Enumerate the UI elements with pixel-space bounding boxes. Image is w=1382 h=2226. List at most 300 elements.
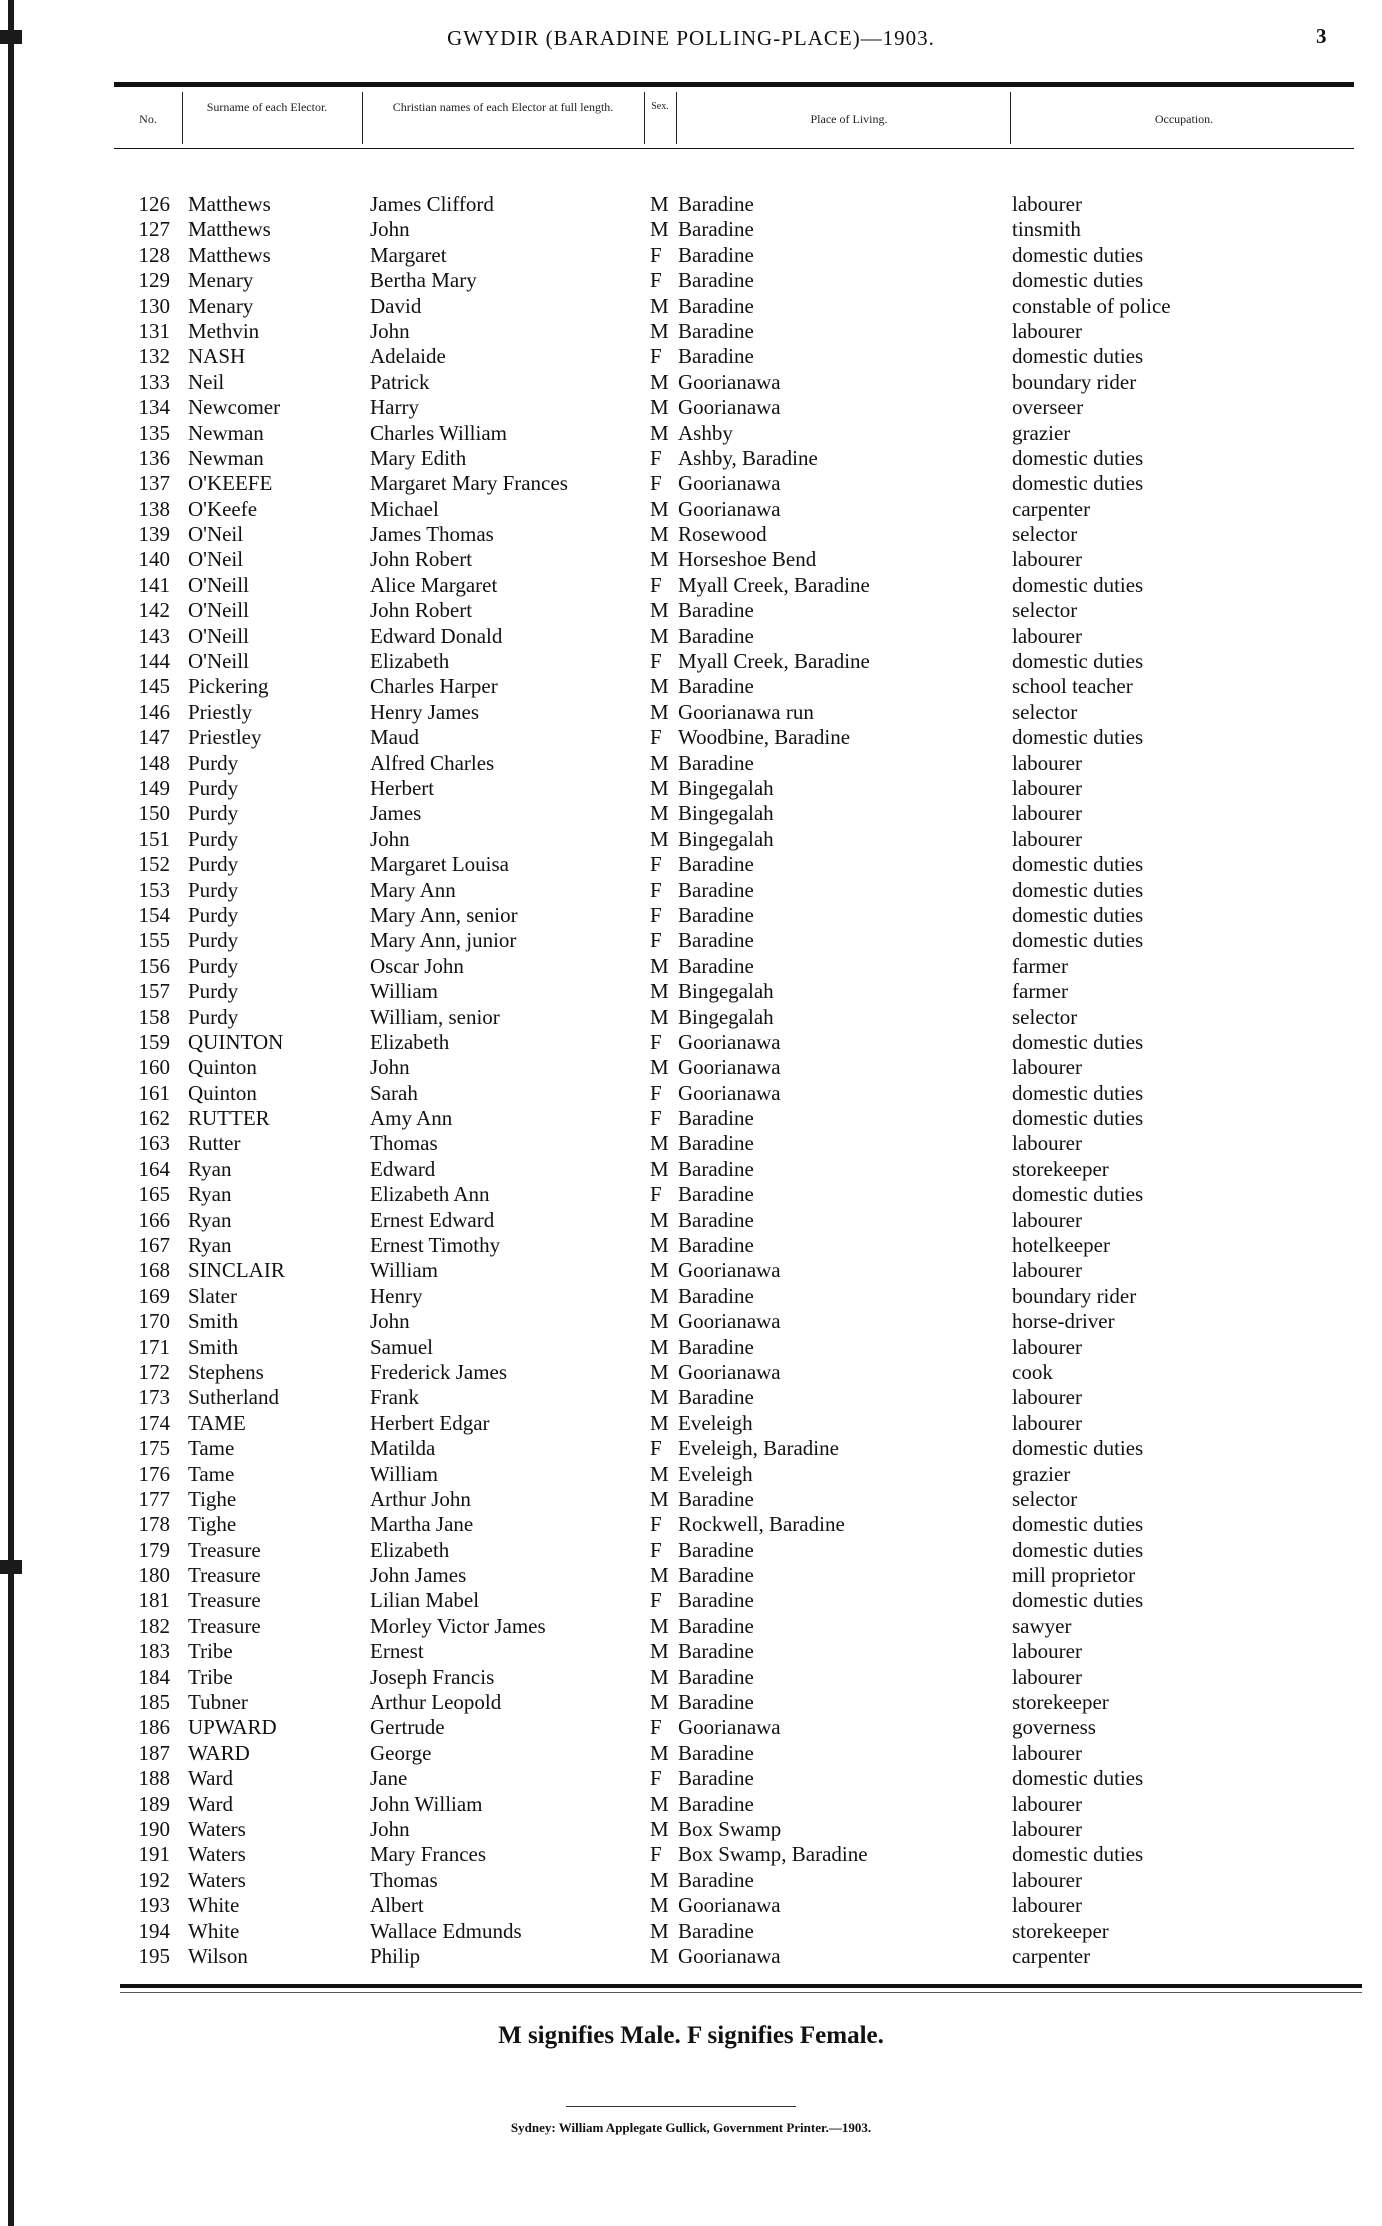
elector-place-of-living: Baradine [678,1106,754,1131]
elector-number: 191 [138,1842,170,1867]
elector-surname: Purdy [188,979,239,1004]
elector-place-of-living: Baradine [678,1283,754,1308]
elector-surname: Purdy [188,852,239,877]
elector-row [0,1106,1382,1131]
elector-place-of-living: Goorianawa [678,471,781,496]
elector-surname: Priestly [188,699,253,724]
elector-place-of-living: Myall Creek, Baradine [678,649,870,674]
elector-sex: M [650,1258,669,1283]
elector-row [0,1284,1382,1309]
elector-occupation: selector [1012,1486,1078,1511]
elector-place-of-living: Rosewood [678,522,767,547]
elector-row [0,573,1382,598]
column-header-sex: Sex. [651,101,669,112]
elector-number: 155 [138,928,170,953]
elector-sex: F [650,1512,662,1537]
elector-occupation: domestic duties [1012,268,1144,293]
sex-legend: M signifies Male. F signifies Female. [498,2022,884,2049]
elector-occupation: domestic duties [1012,1436,1144,1461]
elector-sex: F [650,649,662,674]
elector-surname: Matthews [188,192,271,216]
elector-place-of-living: Bingegalah [678,1004,774,1029]
elector-number: 171 [138,1334,170,1359]
elector-sex: M [650,496,669,521]
elector-occupation: domestic duties [1012,1029,1144,1054]
elector-place-of-living: Baradine [678,953,754,978]
elector-number: 170 [138,1309,170,1334]
elector-occupation: horse-driver [1012,1309,1115,1334]
elector-place-of-living: Baradine [678,1613,754,1638]
elector-occupation: labourer [1012,801,1082,826]
elector-christian-names: Oscar John [370,953,464,978]
elector-number: 187 [138,1740,170,1765]
elector-surname: NASH [188,344,246,369]
elector-surname: Menary [188,293,254,318]
elector-christian-names: Ernest [370,1639,424,1664]
column-header-rule [114,148,1354,149]
elector-sex: M [650,598,669,623]
elector-sex: F [650,852,662,877]
elector-sex: M [650,1461,669,1486]
elector-number: 153 [138,877,170,902]
elector-occupation: domestic duties [1012,852,1144,877]
elector-number: 179 [138,1537,170,1562]
elector-occupation: labourer [1012,1867,1082,1892]
elector-place-of-living: Baradine [678,1639,754,1664]
printer-imprint: Sydney: William Applegate Gullick, Government Printer.—1903. [510,2120,872,2135]
elector-christian-names: James Thomas [370,522,494,547]
elector-number: 156 [138,953,170,978]
elector-number: 150 [138,801,170,826]
elector-number: 138 [138,496,170,521]
elector-sex: F [650,1588,662,1613]
elector-number: 162 [138,1106,170,1131]
elector-christian-names: Wallace Edmunds [370,1918,522,1943]
elector-place-of-living: Baradine [678,192,754,216]
elector-place-of-living: Woodbine, Baradine [678,725,851,750]
elector-number: 157 [138,979,170,1004]
elector-christian-names: Joseph Francis [370,1664,495,1689]
elector-row [0,1030,1382,1055]
elector-row [0,903,1382,928]
elector-place-of-living: Baradine [678,1867,754,1892]
elector-christian-names: Charles William [370,420,507,445]
elector-number: 135 [138,420,170,445]
elector-number: 143 [138,623,170,648]
elector-occupation: labourer [1012,1740,1082,1765]
elector-sex: M [650,775,669,800]
elector-number: 144 [138,649,170,674]
elector-number: 167 [138,1233,170,1258]
elector-row [0,1208,1382,1233]
elector-sex: F [650,1436,662,1461]
elector-sex: M [650,1690,669,1715]
footer-rule-thin [120,1992,1362,1993]
elector-surname: SINCLAIR [188,1258,285,1283]
elector-place-of-living: Baradine [678,1791,754,1816]
elector-occupation: grazier [1012,420,1071,445]
elector-row [0,1385,1382,1410]
elector-christian-names: Mary Edith [370,445,467,470]
elector-place-of-living: Eveleigh [678,1410,753,1435]
elector-row [0,1766,1382,1791]
elector-place-of-living: Baradine [678,1486,754,1511]
elector-christian-names: Lilian Mabel [370,1588,480,1613]
elector-number: 131 [138,318,170,343]
elector-surname: O'Neill [188,649,249,674]
elector-number: 129 [138,268,170,293]
elector-occupation: selector [1012,699,1078,724]
elector-occupation: domestic duties [1012,1588,1144,1613]
elector-sex: M [650,192,669,216]
elector-sex: M [650,1893,669,1918]
elector-row [0,1944,1382,1969]
elector-occupation: school teacher [1012,674,1133,699]
elector-surname: Tribe [188,1664,233,1689]
elector-surname: Purdy [188,1004,239,1029]
elector-occupation: domestic duties [1012,1537,1144,1562]
elector-surname: Ryan [188,1233,232,1258]
elector-occupation: labourer [1012,192,1082,216]
elector-number: 194 [138,1918,170,1943]
elector-sex: M [650,1233,669,1258]
elector-number: 127 [138,217,170,242]
elector-row [0,1081,1382,1106]
elector-surname: Pickering [188,674,269,699]
elector-place-of-living: Baradine [678,268,754,293]
elector-sex: M [650,217,669,242]
elector-surname: O'Keefe [188,496,258,521]
elector-sex: F [650,902,662,927]
elector-christian-names: John [370,318,410,343]
elector-sex: F [650,471,662,496]
elector-christian-names: Margaret Louisa [370,852,509,877]
elector-surname: QUINTON [188,1029,284,1054]
elector-surname: TAME [188,1410,246,1435]
elector-christian-names: William [370,1461,438,1486]
elector-christian-names: Ernest Edward [370,1207,495,1232]
elector-surname: O'Neil [188,522,244,547]
elector-sex: M [650,801,669,826]
elector-occupation: domestic duties [1012,1106,1144,1131]
elector-surname: Ryan [188,1207,232,1232]
elector-sex: F [650,1766,662,1791]
elector-christian-names: Elizabeth [370,1537,450,1562]
elector-occupation: labourer [1012,1258,1082,1283]
elector-occupation: carpenter [1012,1943,1091,1968]
elector-occupation: selector [1012,522,1078,547]
elector-christian-names: Thomas [370,1867,438,1892]
elector-occupation: constable of police [1012,293,1171,318]
elector-number: 168 [138,1258,170,1283]
elector-christian-names: William [370,979,438,1004]
elector-occupation: governess [1012,1715,1096,1740]
elector-number: 128 [138,242,170,267]
elector-place-of-living: Bingegalah [678,826,774,851]
elector-christian-names: Frank [370,1385,419,1410]
elector-sex: M [650,1334,669,1359]
elector-occupation: labourer [1012,1207,1082,1232]
imprint-rule [566,2106,796,2107]
elector-surname: Newman [188,445,264,470]
elector-christian-names: Mary Ann [370,877,456,902]
elector-place-of-living: Goorianawa [678,1258,781,1283]
elector-surname: Tighe [188,1512,237,1537]
elector-surname: O'KEEFE [188,471,273,496]
elector-number: 190 [138,1817,170,1841]
elector-occupation: labourer [1012,750,1082,775]
elector-occupation: labourer [1012,1893,1082,1918]
elector-occupation: hotelkeeper [1012,1233,1110,1258]
elector-number: 130 [138,293,170,318]
elector-christian-names: Alfred Charles [370,750,495,775]
elector-place-of-living: Goorianawa [678,1029,781,1054]
elector-number: 152 [138,852,170,877]
elector-place-of-living: Baradine [678,318,754,343]
elector-occupation: domestic duties [1012,649,1144,674]
elector-row [0,522,1382,547]
elector-number: 132 [138,344,170,369]
elector-place-of-living: Baradine [678,1918,754,1943]
elector-row [0,243,1382,268]
elector-place-of-living: Baradine [678,750,754,775]
elector-christian-names: Gertrude [370,1715,445,1740]
elector-surname: Quinton [188,1055,257,1080]
elector-number: 186 [138,1715,170,1740]
elector-surname: Treasure [188,1563,261,1588]
elector-surname: O'Neill [188,572,249,597]
elector-surname: Treasure [188,1613,261,1638]
elector-christian-names: Arthur Leopold [370,1690,502,1715]
elector-occupation: labourer [1012,1639,1082,1664]
elector-occupation: labourer [1012,1791,1082,1816]
elector-surname: Purdy [188,775,239,800]
elector-christian-names: Amy Ann [370,1106,453,1131]
elector-christian-names: Maud [370,725,419,750]
elector-row [0,649,1382,674]
elector-sex: F [650,1715,662,1740]
elector-surname: UPWARD [188,1715,277,1740]
elector-number: 151 [138,826,170,851]
elector-sex: F [650,344,662,369]
elector-sex: M [650,1867,669,1892]
elector-surname: Tame [188,1461,235,1486]
elector-christian-names: William, senior [370,1004,500,1029]
elector-number: 134 [138,395,170,420]
elector-row [0,700,1382,725]
elector-christian-names: Edward [370,1156,436,1181]
elector-place-of-living: Goorianawa [678,395,781,420]
elector-sex: M [650,420,669,445]
elector-occupation: storekeeper [1012,1690,1109,1715]
elector-sex: F [650,268,662,293]
elector-place-of-living: Baradine [678,1131,754,1156]
elector-row [0,1462,1382,1487]
elector-christian-names: Herbert Edgar [370,1410,490,1435]
elector-place-of-living: Bingegalah [678,979,774,1004]
elector-place-of-living: Myall Creek, Baradine [678,572,870,597]
elector-number: 183 [138,1639,170,1664]
elector-christian-names: Mary Ann, senior [370,902,518,927]
elector-surname: Purdy [188,928,239,953]
elector-number: 161 [138,1080,170,1105]
elector-row [0,1715,1382,1740]
elector-sex: F [650,1106,662,1131]
elector-christian-names: William [370,1258,438,1283]
elector-place-of-living: Rockwell, Baradine [678,1512,845,1537]
elector-place-of-living: Goorianawa [678,1080,781,1105]
elector-christian-names: Elizabeth [370,1029,450,1054]
elector-number: 154 [138,902,170,927]
elector-number: 158 [138,1004,170,1029]
elector-occupation: domestic duties [1012,471,1144,496]
elector-place-of-living: Baradine [678,1664,754,1689]
column-divider [644,92,645,144]
elector-christian-names: David [370,293,422,318]
elector-christian-names: James [370,801,422,826]
elector-surname: RUTTER [188,1106,270,1131]
elector-number: 141 [138,572,170,597]
elector-row [0,421,1382,446]
elector-surname: Ryan [188,1156,232,1181]
elector-surname: Rutter [188,1131,241,1156]
elector-number: 159 [138,1029,170,1054]
elector-christian-names: John [370,1309,410,1334]
elector-place-of-living: Baradine [678,1537,754,1562]
elector-row [0,1639,1382,1664]
elector-surname: Quinton [188,1080,257,1105]
elector-row [0,1842,1382,1867]
elector-sex: M [650,1309,669,1334]
elector-row [0,1436,1382,1461]
elector-place-of-living: Baradine [678,928,754,953]
elector-sex: M [650,1283,669,1308]
elector-place-of-living: Baradine [678,1334,754,1359]
elector-surname: Purdy [188,750,239,775]
elector-surname: Treasure [188,1588,261,1613]
footer-rule [120,1984,1362,1988]
elector-row [0,624,1382,649]
elector-sex: F [650,572,662,597]
elector-christian-names: Elizabeth [370,649,450,674]
elector-row [0,547,1382,572]
elector-place-of-living: Baradine [678,598,754,623]
elector-number: 146 [138,699,170,724]
elector-row [0,497,1382,522]
elector-surname: Ryan [188,1182,232,1207]
elector-sex: M [650,1664,669,1689]
elector-sex: M [650,1410,669,1435]
elector-row [0,1005,1382,1030]
elector-sex: F [650,242,662,267]
elector-row [0,1131,1382,1156]
elector-surname: Menary [188,268,254,293]
elector-surname: O'Neill [188,623,249,648]
elector-sex: M [650,1156,669,1181]
elector-number: 139 [138,522,170,547]
elector-christian-names: John James [370,1563,467,1588]
elector-christian-names: John [370,217,410,242]
elector-christian-names: Patrick [370,369,430,394]
elector-sex: M [650,1207,669,1232]
elector-row [0,979,1382,1004]
elector-row [0,1868,1382,1893]
elector-occupation: domestic duties [1012,1842,1144,1867]
elector-sex: F [650,725,662,750]
column-header-surname: Surname of each Elector. [206,100,328,114]
elector-christian-names: Albert [370,1893,424,1918]
elector-christian-names: Charles Harper [370,674,498,699]
elector-number: 184 [138,1664,170,1689]
column-headers [114,90,1354,146]
elector-place-of-living: Baradine [678,293,754,318]
elector-christian-names: George [370,1740,432,1765]
elector-sex: M [650,369,669,394]
elector-occupation: labourer [1012,1664,1082,1689]
elector-occupation: labourer [1012,318,1082,343]
elector-occupation: boundary rider [1012,1283,1137,1308]
elector-sex: F [650,1537,662,1562]
elector-number: 169 [138,1283,170,1308]
elector-number: 189 [138,1791,170,1816]
elector-christian-names: Henry [370,1283,423,1308]
elector-christian-names: Samuel [370,1334,433,1359]
elector-sex: M [650,1131,669,1156]
page-number: 3 [1316,24,1327,48]
elector-number: 148 [138,750,170,775]
elector-occupation: domestic duties [1012,877,1144,902]
elector-christian-names: Margaret [370,242,447,267]
elector-christian-names: Matilda [370,1436,436,1461]
elector-christian-names: Morley Victor James [370,1613,546,1638]
elector-row [0,1233,1382,1258]
column-divider [676,92,677,144]
elector-surname: O'Neill [188,598,249,623]
elector-place-of-living: Goorianawa [678,496,781,521]
elector-place-of-living: Box Swamp, Baradine [678,1842,868,1867]
elector-christian-names: James Clifford [370,192,494,216]
elector-sex: M [650,674,669,699]
elector-row [0,1157,1382,1182]
elector-place-of-living: Baradine [678,344,754,369]
elector-occupation: tinsmith [1012,217,1081,242]
elector-christian-names: John [370,1055,410,1080]
electors-list [0,192,1382,1969]
elector-place-of-living: Ashby [678,420,733,445]
elector-occupation: labourer [1012,1385,1082,1410]
column-header-place: Place of Living. [810,112,888,126]
elector-place-of-living: Goorianawa [678,369,781,394]
elector-number: 178 [138,1512,170,1537]
elector-number: 193 [138,1893,170,1918]
elector-sex: M [650,1055,669,1080]
elector-place-of-living: Baradine [678,1690,754,1715]
elector-place-of-living: Baradine [678,1563,754,1588]
elector-number: 164 [138,1156,170,1181]
elector-number: 142 [138,598,170,623]
elector-row [0,1614,1382,1639]
elector-row [0,801,1382,826]
elector-sex: M [650,750,669,775]
elector-sex: M [650,547,669,572]
elector-place-of-living: Baradine [678,877,754,902]
elector-sex: M [650,293,669,318]
elector-sex: M [650,1359,669,1384]
elector-sex: F [650,1029,662,1054]
column-divider [362,92,363,144]
elector-number: 188 [138,1766,170,1791]
elector-number: 192 [138,1867,170,1892]
